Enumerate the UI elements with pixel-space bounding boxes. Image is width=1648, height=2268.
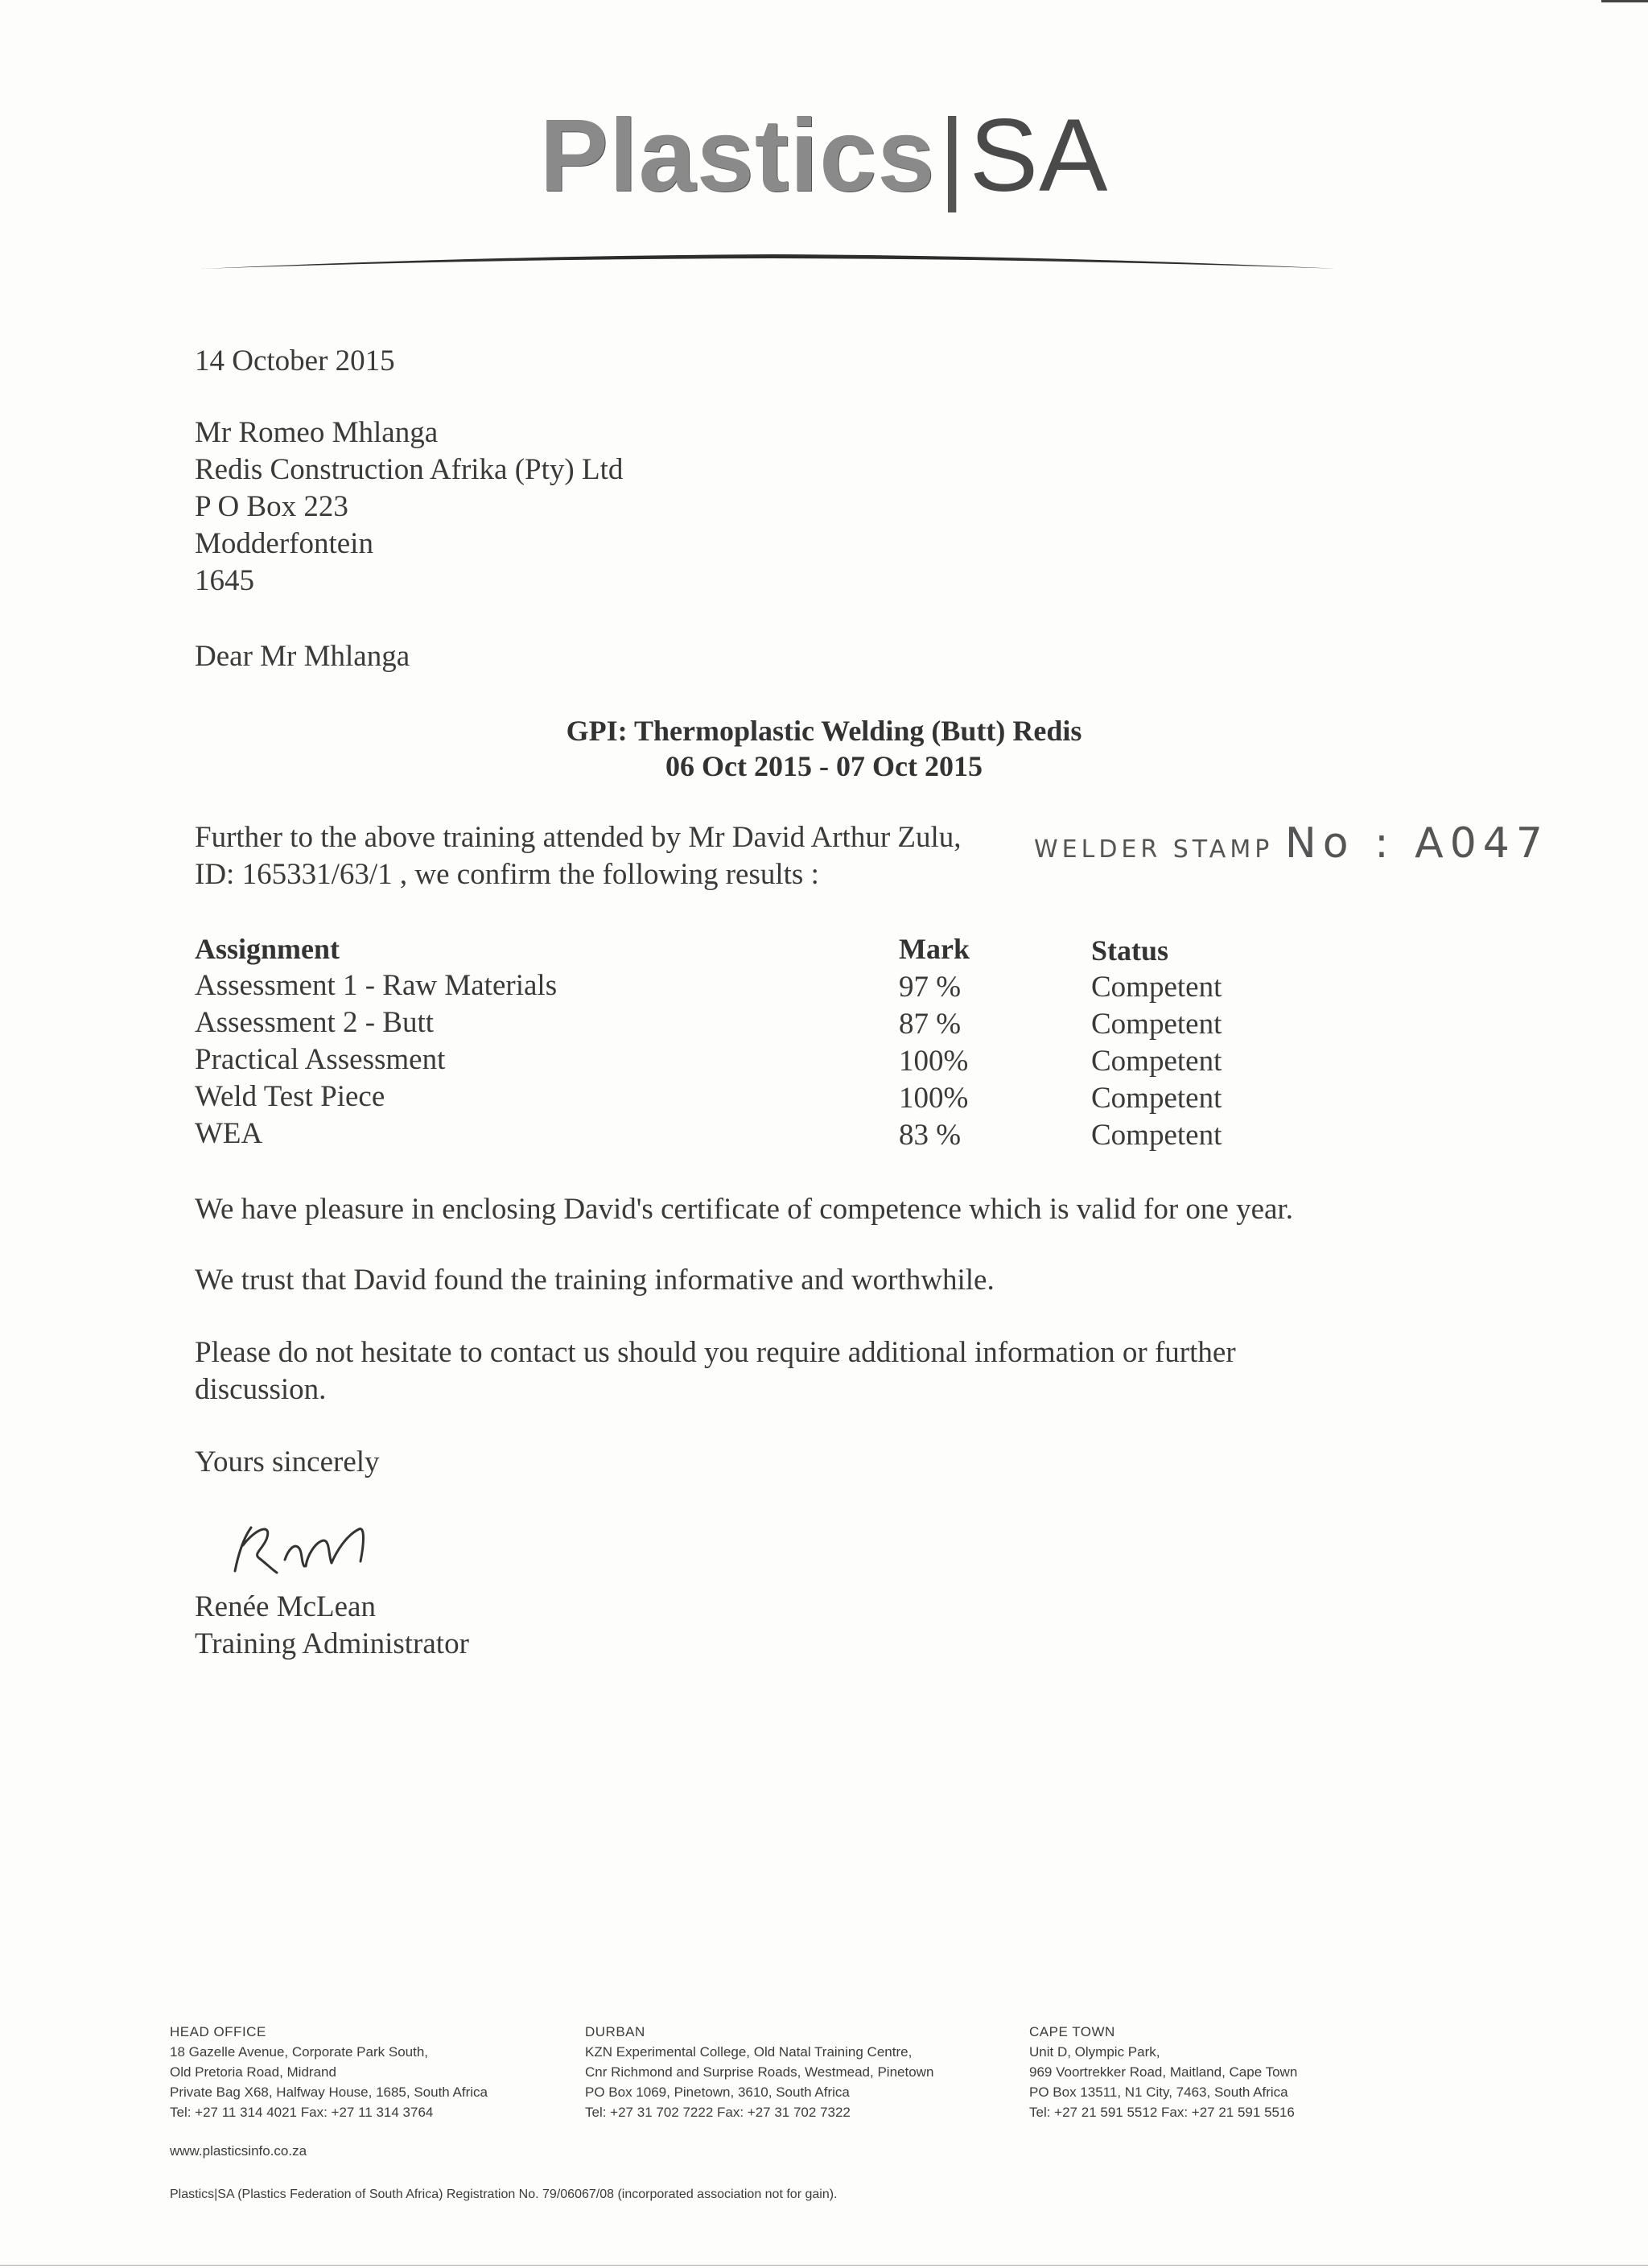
footer-durban-line: Cnr Richmond and Surprise Roads, Westmead, Pinetown: [585, 2064, 934, 2080]
footer-head-office-line: 18 Gazelle Avenue, Corporate Park South,: [170, 2044, 428, 2060]
table-row-assignment: Assessment 1 - Raw Materials: [195, 969, 558, 1002]
header-rule: [201, 251, 1344, 275]
footer-website-link[interactable]: www.plasticsinfo.co.za: [170, 2143, 307, 2159]
footer-head-office-line: Private Bag X68, Halfway House, 1685, South Africa: [170, 2084, 488, 2100]
body-paragraph-training: We trust that David found the training informative and worthwhile.: [195, 1264, 995, 1297]
recipient-company: Redis Construction Afrika (Pty) Ltd: [195, 453, 624, 486]
handwritten-note-label: WELDER STAMP: [1034, 835, 1274, 864]
table-row-status: Competent: [1091, 971, 1222, 1004]
table-row-status: Competent: [1091, 1119, 1222, 1152]
table-row-mark: 83 %: [899, 1119, 962, 1152]
logo-text-sa: SA: [969, 98, 1109, 213]
results-header-mark: Mark: [899, 933, 970, 965]
results-header-assignment: Assignment: [195, 933, 340, 965]
body-paragraph-certificate: We have pleasure in enclosing David's certificate of competence which is valid for one year.: [195, 1193, 1293, 1226]
footer-cape-town: [1029, 2022, 1297, 2122]
footer-durban-line: Tel: +27 31 702 7222 Fax: +27 31 702 7322: [585, 2105, 851, 2120]
intro-line-2: ID: 165331/63/1 , we confirm the following results :: [195, 858, 819, 891]
footer-durban-line: PO Box 1069, Pinetown, 3610, South Africa: [585, 2084, 850, 2100]
logo-text-plastics: Plastics: [539, 98, 936, 213]
footer-head-office: [170, 2022, 488, 2122]
footer-cape-town-title: CAPE TOWN: [1029, 2024, 1115, 2039]
plasticssa-logo: [0, 98, 1648, 213]
body-paragraph-contact-line-2: discussion.: [195, 1373, 327, 1406]
intro-line-1: Further to the above training attended by Mr David Arthur Zulu,: [195, 821, 962, 854]
footer-head-office-line: Tel: +27 11 314 4021 Fax: +27 11 314 3764: [170, 2105, 434, 2120]
table-row-assignment: WEA: [195, 1117, 263, 1150]
footer-head-office-line: Old Pretoria Road, Midrand: [170, 2064, 336, 2080]
subject-line-2: 06 Oct 2015 - 07 Oct 2015: [665, 750, 983, 782]
footer-durban: [585, 2022, 933, 2122]
table-row-mark: 87 %: [899, 1008, 962, 1041]
footer-registration: Plastics|SA (Plastics Federation of South Africa) Registration No. 79/06067/08 (incorporated association not for gain).: [170, 2188, 838, 2201]
footer-cape-town-line: PO Box 13511, N1 City, 7463, South Africa: [1029, 2084, 1288, 2100]
subject-line-1: GPI: Thermoplastic Welding (Butt) Redis: [566, 715, 1082, 747]
recipient-code: 1645: [195, 564, 254, 597]
footer-durban-title: DURBAN: [585, 2024, 645, 2039]
footer-cape-town-line: 969 Voortrekker Road, Maitland, Cape Town: [1029, 2064, 1298, 2080]
footer-cape-town-line: Tel: +27 21 591 5512 Fax: +27 21 591 5516: [1029, 2105, 1295, 2120]
recipient-address: [195, 414, 623, 600]
handwritten-note-number: No : A047: [1284, 819, 1549, 868]
signatory-title: Training Administrator: [195, 1627, 469, 1660]
table-row-status: Competent: [1091, 1082, 1222, 1115]
table-row-assignment: Assessment 2 - Butt: [195, 1006, 435, 1039]
table-row-mark: 100%: [899, 1082, 969, 1115]
recipient-name: Mr Romeo Mhlanga: [195, 416, 439, 449]
closing: Yours sincerely: [195, 1445, 380, 1478]
table-row-mark: 97 %: [899, 971, 962, 1004]
salutation: Dear Mr Mhlanga: [195, 640, 410, 673]
table-row-assignment: Weld Test Piece: [195, 1080, 385, 1113]
table-row-status: Competent: [1091, 1008, 1222, 1041]
footer-head-office-title: HEAD OFFICE: [170, 2024, 266, 2039]
footer-durban-line: KZN Experimental College, Old Natal Training Centre,: [585, 2044, 913, 2060]
letter-date: 14 October 2015: [195, 344, 395, 377]
results-header-status: Status: [1091, 934, 1169, 967]
logo-separator: |: [938, 98, 966, 213]
body-paragraph-contact-line-1: Please do not hesitate to contact us should you require additional information or further: [195, 1336, 1236, 1369]
handwritten-signature: [211, 1513, 388, 1586]
table-row-status: Competent: [1091, 1045, 1222, 1078]
recipient-city: Modderfontein: [195, 527, 373, 560]
signatory-name: Renée McLean: [195, 1590, 376, 1623]
table-row-mark: 100%: [899, 1045, 969, 1078]
footer-cape-town-line: Unit D, Olympic Park,: [1029, 2044, 1160, 2060]
handwritten-welder-stamp-note: [1034, 819, 1549, 868]
page-bottom-edge: [0, 2265, 1648, 2266]
scan-edge-mark: [1601, 0, 1648, 2]
recipient-po-box: P O Box 223: [195, 490, 348, 523]
table-row-assignment: Practical Assessment: [195, 1043, 446, 1076]
